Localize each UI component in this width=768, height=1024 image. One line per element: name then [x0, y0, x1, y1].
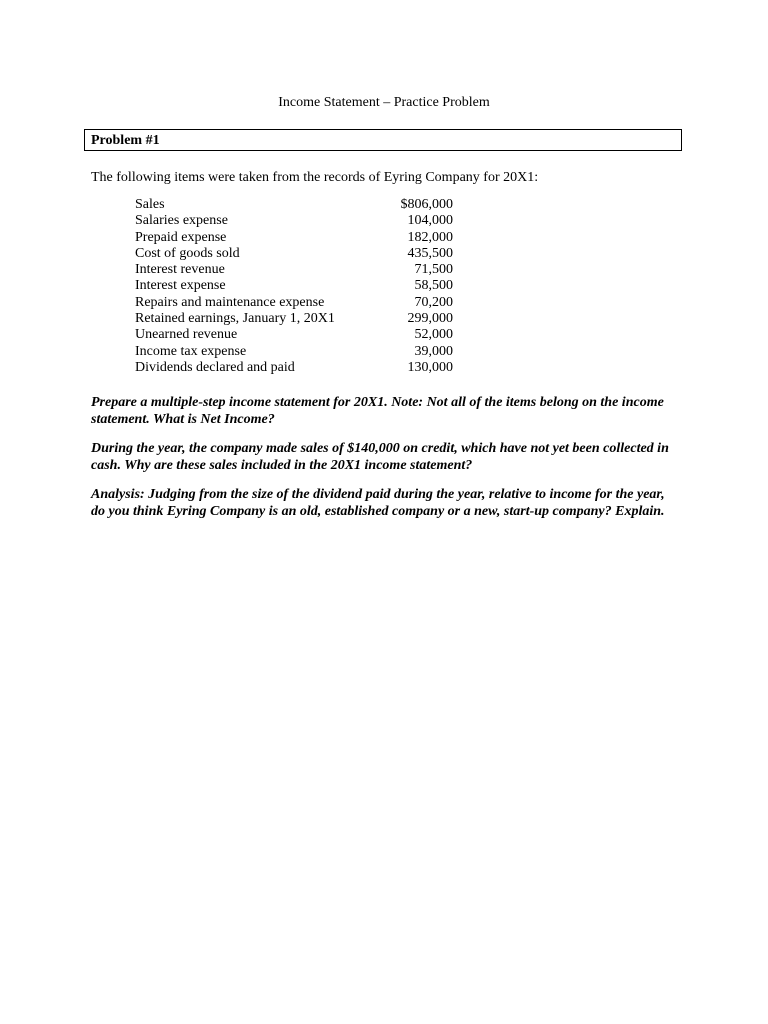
item-label: Income tax expense	[135, 343, 247, 359]
item-value: 70,200	[414, 294, 453, 310]
item-value: 58,500	[414, 278, 453, 294]
item-value: 39,000	[414, 343, 453, 359]
document-title: Income Statement – Practice Problem	[278, 95, 490, 110]
problem-label: Problem #1	[91, 133, 160, 148]
intro-text: The following items were taken from the records of Eyring Company for 20X1:	[91, 170, 539, 185]
list-item	[135, 246, 453, 262]
list-item	[135, 262, 453, 278]
account-items-list	[135, 197, 453, 376]
item-value: 299,000	[407, 311, 453, 327]
list-item	[135, 197, 453, 213]
item-value: 130,000	[407, 359, 453, 375]
item-value: 182,000	[407, 229, 453, 245]
problem-heading-box	[84, 129, 682, 151]
item-label: Cost of goods sold	[135, 245, 240, 261]
list-item	[135, 213, 453, 229]
question-analysis: Analysis: Judging from the size of the dividend paid during the year, relative to income for the year, do you think Eyring Company is an old, established company or a new, start-up company? Explain.	[91, 487, 665, 519]
item-value: 52,000	[414, 327, 453, 343]
list-item	[135, 230, 453, 246]
item-value: 104,000	[407, 213, 453, 229]
item-label: Sales	[135, 197, 165, 212]
item-label: Interest revenue	[135, 262, 225, 278]
list-item	[135, 278, 453, 294]
list-item	[135, 360, 453, 376]
list-item	[135, 327, 453, 343]
item-value: 71,500	[414, 262, 453, 278]
item-label: Dividends declared and paid	[135, 359, 295, 375]
item-label: Prepaid expense	[135, 229, 227, 245]
list-item	[135, 295, 453, 311]
question-credit-sales: During the year, the company made sales of $140,000 on credit, which have not yet been collected in cash. Why are these sales included in the 20X1 income statement?	[91, 441, 669, 473]
list-item	[135, 344, 453, 360]
item-label: Repairs and maintenance expense	[135, 294, 325, 310]
item-value: $806,000	[400, 197, 453, 212]
item-label: Unearned revenue	[135, 327, 238, 343]
list-item	[135, 311, 453, 327]
item-label: Retained earnings, January 1, 20X1	[135, 311, 335, 327]
item-label: Interest expense	[135, 278, 226, 294]
item-label: Salaries expense	[135, 213, 228, 229]
question-net-income: Prepare a multiple-step income statement for 20X1. Note: Not all of the items belong on the income statement. What is Net Income?	[91, 395, 664, 427]
item-value: 435,500	[407, 245, 453, 261]
